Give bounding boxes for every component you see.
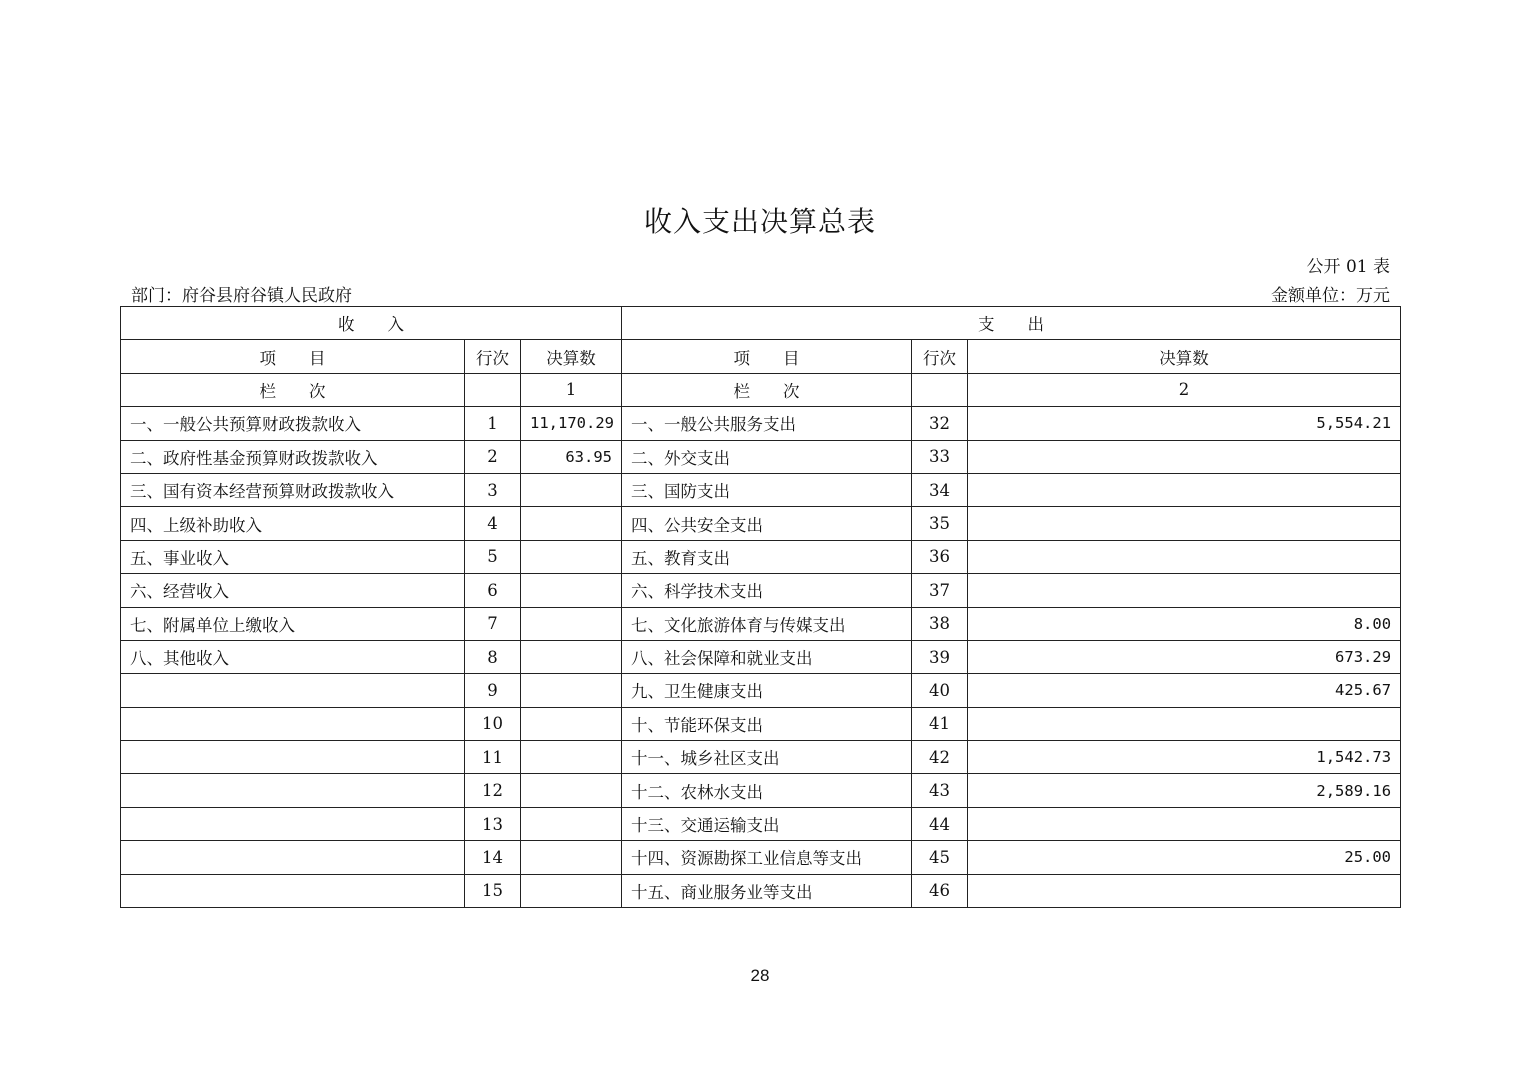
income-amount-cell (521, 574, 622, 607)
expense-item-cell: 十一、城乡社区支出 (622, 741, 912, 774)
income-line-cell: 15 (465, 874, 521, 907)
table-row (121, 507, 1401, 540)
expense-amount-cell (968, 707, 1401, 740)
income-amount-cell (521, 707, 622, 740)
expense-amount-cell: 673.29 (968, 640, 1401, 673)
expense-amount-cell: 8.00 (968, 607, 1401, 640)
expense-line-cell: 43 (912, 774, 968, 807)
expense-column-label: 栏 次 (622, 373, 912, 406)
expense-amount-cell (968, 807, 1401, 840)
expense-amount-cell (968, 473, 1401, 506)
expense-item-cell: 十三、交通运输支出 (622, 807, 912, 840)
income-column-line-empty (465, 373, 521, 406)
income-column-label: 栏 次 (121, 373, 465, 406)
income-item-header: 项 目 (121, 340, 465, 373)
income-line-cell: 5 (465, 540, 521, 573)
income-item-cell: 八、其他收入 (121, 640, 465, 673)
table-row (121, 741, 1401, 774)
expense-item-cell: 五、教育支出 (622, 540, 912, 573)
income-item-cell (121, 774, 465, 807)
income-line-cell: 7 (465, 607, 521, 640)
expense-amount-cell (968, 440, 1401, 473)
income-line-cell: 10 (465, 707, 521, 740)
income-line-cell: 1 (465, 407, 521, 440)
income-item-cell (121, 874, 465, 907)
income-line-cell: 11 (465, 741, 521, 774)
expense-line-cell: 40 (912, 674, 968, 707)
table-row (121, 440, 1401, 473)
expense-amount-cell: 1,542.73 (968, 741, 1401, 774)
expense-amount-cell (968, 574, 1401, 607)
table-row (121, 473, 1401, 506)
column-number-row (121, 373, 1401, 406)
expense-section-header: 支 出 (622, 307, 1401, 340)
amount-unit-label: 金额单位：万元 (1271, 286, 1390, 306)
income-amount-cell (521, 607, 622, 640)
income-item-cell: 一、一般公共预算财政拨款收入 (121, 407, 465, 440)
section-header-row (121, 307, 1401, 340)
income-item-cell: 六、经营收入 (121, 574, 465, 607)
expense-line-cell: 37 (912, 574, 968, 607)
income-amount-cell (521, 807, 622, 840)
table-row (121, 574, 1401, 607)
income-amount-cell (521, 507, 622, 540)
income-item-cell (121, 707, 465, 740)
expense-column-line-empty (912, 373, 968, 406)
page-number: 28 (750, 966, 770, 985)
column-header-row (121, 340, 1401, 373)
expense-item-header: 项 目 (622, 340, 912, 373)
expense-line-cell: 35 (912, 507, 968, 540)
income-line-cell: 14 (465, 841, 521, 874)
expense-line-cell: 36 (912, 540, 968, 573)
table-row (121, 841, 1401, 874)
expense-item-cell: 十五、商业服务业等支出 (622, 874, 912, 907)
income-line-cell: 8 (465, 640, 521, 673)
income-line-cell: 2 (465, 440, 521, 473)
expense-line-cell: 46 (912, 874, 968, 907)
income-line-header: 行次 (465, 340, 521, 373)
income-expense-table (120, 306, 1401, 908)
income-item-cell (121, 807, 465, 840)
expense-amount-header: 决算数 (968, 340, 1401, 373)
income-item-cell: 七、附属单位上缴收入 (121, 607, 465, 640)
table-row (121, 707, 1401, 740)
expense-line-cell: 42 (912, 741, 968, 774)
income-item-cell (121, 674, 465, 707)
income-line-cell: 12 (465, 774, 521, 807)
expense-line-cell: 32 (912, 407, 968, 440)
expense-column-number: 2 (968, 373, 1401, 406)
expense-line-cell: 44 (912, 807, 968, 840)
expense-line-cell: 45 (912, 841, 968, 874)
income-item-cell: 五、事业收入 (121, 540, 465, 573)
income-section-header: 收 入 (121, 307, 622, 340)
expense-item-cell: 四、公共安全支出 (622, 507, 912, 540)
income-line-cell: 9 (465, 674, 521, 707)
income-amount-cell: 11,170.29 (521, 407, 622, 440)
expense-item-cell: 十、节能环保支出 (622, 707, 912, 740)
expense-line-cell: 33 (912, 440, 968, 473)
expense-line-header: 行次 (912, 340, 968, 373)
expense-amount-cell: 425.67 (968, 674, 1401, 707)
income-item-cell (121, 741, 465, 774)
table-row (121, 407, 1401, 440)
table-row (121, 807, 1401, 840)
income-column-number: 1 (521, 373, 622, 406)
income-amount-cell (521, 640, 622, 673)
income-amount-header: 决算数 (521, 340, 622, 373)
expense-item-cell: 二、外交支出 (622, 440, 912, 473)
income-amount-cell (521, 674, 622, 707)
expense-line-cell: 34 (912, 473, 968, 506)
expense-item-cell: 十四、资源勘探工业信息等支出 (622, 841, 912, 874)
income-line-cell: 4 (465, 507, 521, 540)
income-line-cell: 13 (465, 807, 521, 840)
table-row (121, 874, 1401, 907)
expense-item-cell: 六、科学技术支出 (622, 574, 912, 607)
table-row (121, 607, 1401, 640)
income-amount-cell (521, 473, 622, 506)
income-amount-cell (521, 874, 622, 907)
income-line-cell: 3 (465, 473, 521, 506)
income-amount-cell (521, 841, 622, 874)
expense-amount-cell (968, 540, 1401, 573)
expense-line-cell: 39 (912, 640, 968, 673)
table-row (121, 540, 1401, 573)
table-row (121, 774, 1401, 807)
income-amount-cell (521, 540, 622, 573)
expense-amount-cell: 5,554.21 (968, 407, 1401, 440)
expense-item-cell: 七、文化旅游体育与传媒支出 (622, 607, 912, 640)
expense-item-cell: 三、国防支出 (622, 473, 912, 506)
expense-amount-cell (968, 507, 1401, 540)
expense-line-cell: 41 (912, 707, 968, 740)
expense-item-cell: 九、卫生健康支出 (622, 674, 912, 707)
income-item-cell (121, 841, 465, 874)
expense-amount-cell: 2,589.16 (968, 774, 1401, 807)
expense-amount-cell: 25.00 (968, 841, 1401, 874)
page-title: 收入支出决算总表 (643, 205, 876, 238)
expense-item-cell: 十二、农林水支出 (622, 774, 912, 807)
income-amount-cell: 63.95 (521, 440, 622, 473)
income-item-cell: 三、国有资本经营预算财政拨款收入 (121, 473, 465, 506)
table-row (121, 640, 1401, 673)
expense-item-cell: 八、社会保障和就业支出 (622, 640, 912, 673)
expense-item-cell: 一、一般公共服务支出 (622, 407, 912, 440)
department-label: 部门：府谷县府谷镇人民政府 (131, 286, 352, 306)
expense-line-cell: 38 (912, 607, 968, 640)
income-amount-cell (521, 774, 622, 807)
income-line-cell: 6 (465, 574, 521, 607)
income-item-cell: 二、政府性基金预算财政拨款收入 (121, 440, 465, 473)
income-item-cell: 四、上级补助收入 (121, 507, 465, 540)
expense-amount-cell (968, 874, 1401, 907)
income-amount-cell (521, 741, 622, 774)
form-code: 公开 01 表 (1306, 257, 1390, 277)
table-row (121, 674, 1401, 707)
